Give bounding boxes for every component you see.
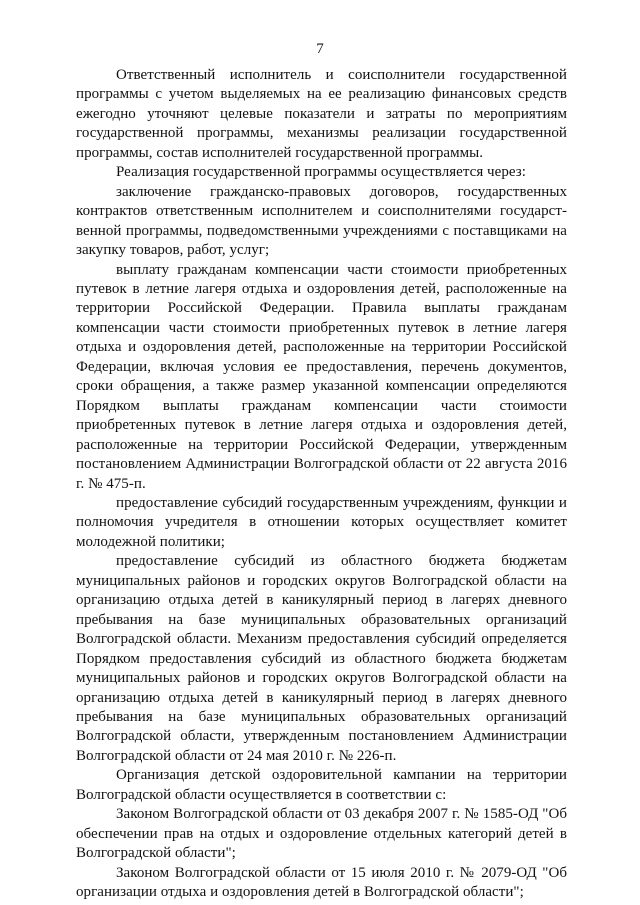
paragraph-subsidies-municipal: предоставление субсидий из областного бюджета бюджетам муниципальных районов и городских округов Волгоградской области на организацию отдыха детей в каникулярный период в лагерях дневного пребывания на базе муниципальных образовательных организаций Волгоградской области. Механизм предоставления субсидий определяется Порядком предоставления субсидий из областного бюджета бюджетам муниципальных районов и городских округов Волгоградской области на организацию отдыха детей в каникулярный период в лагерях дневного пребывания на базе муниципальных образовательных организаций Волгоградской области, утвержденным постановлением Администрации Волгоградской области от 24 мая 2010 г. № 226-п. <box>76 553 567 764</box>
paragraph-compensation: выплату гражданам компенсации части стоимости приобретенных путевок в летние лагеря отдыха и оздоровления детей, расположенные на территории Российской Федерации. Правила выплаты гражданам компенсации части стоимости приобретенных путевок в летние лагеря отдыха и оздоровления детей, расположенные на территории Российской Федерации, включая условия ее предоставления, перечень документов, сроки обращения, а также размер указанной компенсации определяются Порядком выплаты гражданам компенсации части стоимости приобретенных путевок в летние лагеря отдыха и оздоровления детей, расположенные на территории Российской Федерации, утвержденным постановлением Администрации Волгоградской области от 22 августа 2016 г. № 475-п. <box>76 261 567 492</box>
paragraph-responsible-executors: Ответственный исполнитель и соисполнители государственной программы с учетом выделяемых на ее реализацию финансовых средств ежегодно уточняют целевые показатели и затраты по мероприятиям государственной программы, механизмы реализации государственной программы, состав исполнителей государственной программы. <box>76 67 567 161</box>
paragraph-law-2079: Законом Волгоградской области от 15 июля 2010 г. № 2079-ОД "Об организации отдыха и оздоровления детей в Волгоградской области"; <box>76 864 567 901</box>
paragraph-campaign-organization: Организация детской оздоровительной кампании на территории Волгоградской области осуществляется в соответствии с: <box>76 767 567 803</box>
document-body <box>76 66 567 902</box>
paragraph-subsidies-institutions: предоставление субсидий государственным учреждениям, функции и полномочия учредителя в отношении которых осуществляет комитет молодежной политики; <box>76 494 567 550</box>
paragraph-contracts: заключение гражданско-правовых договоров, государственных контрактов ответственным исполнителем и соисполнителями государст-венной программы, подведомственными учреждениями с поставщиками на закупку товаров, работ, услуг; <box>76 183 567 259</box>
page-number: 7 <box>316 41 324 57</box>
paragraph-implementation-intro: Реализация государственной программы осуществляется через: <box>116 164 526 181</box>
paragraph-law-1585: Законом Волгоградской области от 03 декабря 2007 г. № 1585-ОД "Об обеспечении прав на отдых и оздоровление отдельных категорий детей в Волгоградской области"; <box>76 806 567 862</box>
